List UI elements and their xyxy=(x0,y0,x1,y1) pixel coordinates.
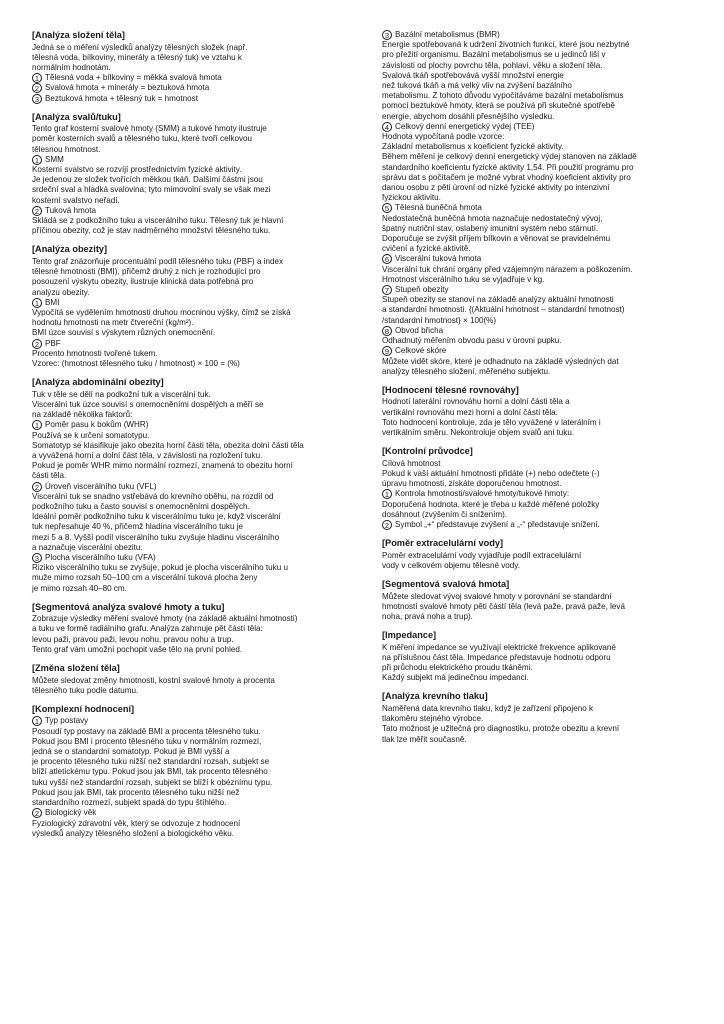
text-line: Fyziologický zdravotní věk, který se odvozuje z hodnocení xyxy=(32,818,241,828)
text-line: Poměr extracelulární vody vyjadřuje podíl extracelulární xyxy=(382,550,582,560)
section-heading: [Změna složení těla] xyxy=(32,663,120,674)
circled-number-icon: 1 xyxy=(32,73,42,83)
text-line: Pokud jsou BMI i procento tělesného tuku v normálním rozmezí, xyxy=(32,736,262,746)
circled-number-icon: 8 xyxy=(382,326,392,336)
text-line: pomocí beztukové hmoty, která se používá při skutečné spotřebě xyxy=(382,101,615,111)
text-line: než tuková tkáň a má velký vliv na zvýšení bazálního xyxy=(382,81,572,91)
text-line: na příslušnou část těla. Impedance představuje hodnotu odporu xyxy=(382,652,611,662)
text-line: Pokud k vaší aktuální hmotnosti přidáte (+) nebo odečtete (-) xyxy=(382,468,600,478)
text-line: Naměřená data krevního tlaku, když je zařízení připojeno k xyxy=(382,703,593,713)
text-line: vertikální rovnováhu mezi horní a dolní částí těla. xyxy=(382,407,558,417)
text-line: Je jedenou ze složek tvořících měkkou tkáň. Dalšími částmi jsou xyxy=(32,175,263,185)
text-line: metabolismu. Z tohoto důvodu vypočítáváme bazální metabolismus xyxy=(382,91,624,101)
section-pomer-extracelularni-vody xyxy=(382,538,700,571)
text-line: Doporučuje se zvýšit příjem bílkovin a věnovat se pravidelnému xyxy=(382,234,611,244)
section-heading: [Segmentová svalová hmota] xyxy=(382,579,510,590)
text-line: noha, pravá noha a trup). xyxy=(382,611,473,621)
text-line: Pokud jsou jak BMI, tak procento tělesného tuku nižší než xyxy=(32,787,240,797)
numbered-item xyxy=(382,122,700,132)
text-line: tlakoměru stejného výrobce. xyxy=(382,714,484,724)
text-line: Hodnotí laterální rovnováhu horní a dolní části těla a xyxy=(382,397,570,407)
item-text: Viscerální tuková hmota xyxy=(395,254,482,264)
text-line: dosáhnout (zvýšením či snížením). xyxy=(382,509,508,519)
item-text: SMM xyxy=(45,154,64,164)
numbered-item xyxy=(382,346,700,356)
text-line: Můžete vidět skóre, které je odhadnuto na základě výsledných dat xyxy=(382,356,619,366)
text-line: cvičení a fyzické aktivitě. xyxy=(382,244,471,254)
section-heading: [Poměr extracelulární vody] xyxy=(382,538,504,549)
text-line: poměr kosterních svalů a tělesného tuku, které tvoří celkovou xyxy=(32,134,252,144)
text-line: Svalová tkáň spotřebovává vyšší množství energie xyxy=(382,70,564,80)
section-heading: [Segmentová analýza svalové hmoty a tuku] xyxy=(32,601,225,612)
item-text: Poměr pasu k bokům (WHR) xyxy=(45,420,149,430)
section-heading: [Kontrolní průvodce] xyxy=(382,446,473,457)
numbered-item xyxy=(32,420,367,430)
item-text: Beztuková hmota + tělesný tuk = hmotnost xyxy=(45,93,198,103)
section-analyza-krevniho-tlaku xyxy=(382,691,700,744)
text-line: výsledků analýzy tělesného složení a biologického věku. xyxy=(32,828,235,838)
text-line: standardního rozmezí, subjekt spadá do typu štíhlého. xyxy=(32,798,227,808)
circled-number-icon: 2 xyxy=(32,206,42,216)
text-line: Ideální poměr podkožního tuku k viscerálnímu tuku je, když viscerální xyxy=(32,512,281,522)
circled-number-icon: 9 xyxy=(382,346,392,356)
text-line: kosterní svalstvo neřadí. xyxy=(32,195,120,205)
text-line: tuku vyšší než standardní rozsah, subjekt se blíží k obéznímu typu. xyxy=(32,777,273,787)
item-text: Tělesná buněčná hmota xyxy=(395,203,482,213)
text-line: Vypočítá se vydělením hmotnosti druhou mocninou výšky, čímž se získá xyxy=(32,307,291,317)
numbered-item xyxy=(32,716,367,726)
text-line: závislosti od plochy povrchu těla, pohlaví, věku a složení těla. xyxy=(382,60,603,70)
text-line: tělesná voda, bílkoviny, minerály a tělesný tuk) ve vztahu k xyxy=(32,52,242,62)
numbered-item xyxy=(32,482,367,492)
item-text: Bazální metabolismus (BMR) xyxy=(395,30,500,39)
text-line: normálním hodnotám. xyxy=(32,62,111,72)
section-heading: [Analýza abdominální obezity] xyxy=(32,377,164,388)
numbered-item xyxy=(32,73,367,83)
text-line: Posoudí typ postavy na základě BMI a procenta tělesného tuku. xyxy=(32,726,261,736)
item-text: Tělesná voda + bílkoviny = měkká svalová hmota xyxy=(45,73,222,83)
section-kontrolni-pruvodce xyxy=(382,446,700,530)
circled-number-icon: 1 xyxy=(382,489,392,499)
section-analyza-svalu-tuku xyxy=(32,112,367,237)
text-line: vertikálním směru. Nekontroluje objem svalů ani tuku. xyxy=(382,428,575,438)
text-line: Používá se k určení somatotypu. xyxy=(32,430,150,440)
text-line: hmotností svalové hmoty pěti částí těla (levá paže, pravá paže, levá xyxy=(382,601,625,611)
text-line: při průchodu elektrického proudu tkáněmi. xyxy=(382,663,533,673)
text-line: Somatotyp se klasifikuje jako obezita horní části těla, obezita dolní části těla xyxy=(32,440,304,450)
text-line: tělesné hmotnosti (BMI), přičemž druhý z nich je rozhodující pro xyxy=(32,267,261,277)
numbered-item xyxy=(382,489,700,499)
text-line: danou osobu z pěti úrovní od nízké fyzické aktivity po intenzivní xyxy=(382,183,610,193)
text-line: Tento graf znázorňuje procentuální podíl tělesného tuku (PBF) a index xyxy=(32,256,284,266)
item-text: Celkový denní energetický výdej (TEE) xyxy=(395,121,535,131)
text-line: levou paži, pravou paži, levou nohu, pravou nohu a trup. xyxy=(32,634,234,644)
numbered-item xyxy=(32,298,367,308)
circled-number-icon: 4 xyxy=(382,122,392,132)
circled-number-icon: 3 xyxy=(32,94,42,104)
text-line: analýzu obezity. xyxy=(32,287,90,297)
text-line: Kosterní svalstvo se rozvíjí prostřednictvím fyzické aktivity. xyxy=(32,165,242,175)
text-line: Riziko viscerálního tuku se zvyšuje, pokud je plocha viscerálního tuku u xyxy=(32,563,288,573)
section-continued xyxy=(382,30,700,377)
numbered-item xyxy=(382,30,700,40)
text-line: je procento tělesného tuku nižší než standardní rozsah, subjekt se xyxy=(32,757,270,767)
text-line: tělesného tuku podle datumu. xyxy=(32,685,139,695)
circled-number-icon: 2 xyxy=(32,83,42,93)
text-line: Doporučená hodnota, které je třeba u každé měřené položky xyxy=(382,499,600,509)
text-line: Základní metabolismus x koeficient fyzické aktivity. xyxy=(382,142,564,152)
item-text: Celkové skóre xyxy=(395,346,447,356)
text-line: a vyvážená horní a dolní část těla, v závislosti na rozložení tuku. xyxy=(32,450,263,460)
section-komplexni-hodnoceni xyxy=(32,704,367,839)
text-line: je mimo rozsah 40–80 cm. xyxy=(32,583,127,593)
numbered-item xyxy=(32,339,367,349)
right-column xyxy=(382,30,700,753)
item-text: Symbol „+“ představuje zvýšení a „-“ představuje snížení. xyxy=(395,519,600,529)
numbered-item xyxy=(382,520,700,530)
section-impedance xyxy=(382,630,700,683)
text-line: Tato možnost je užitečná pro diagnostiku, protože obezitu a krevní xyxy=(382,724,620,734)
text-line: tuk nepřesahuje 40 %, přičemž hladina viscerálního tuku je xyxy=(32,522,244,532)
circled-number-icon: 1 xyxy=(32,155,42,165)
text-line: blíží atletickému typu. Pokud jsou jak BMI, tak procento tělesného xyxy=(32,767,268,777)
text-line: příčinou obezity, což je stav nadměrného množství tělesného tuku. xyxy=(32,226,271,236)
text-line: správu dat s počítačem je možné vybrat vhodný koeficient aktivity pro xyxy=(382,172,631,182)
section-heading: [Analýza krevního tlaku] xyxy=(382,691,488,702)
circled-number-icon: 5 xyxy=(382,203,392,213)
text-line: a tuku ve formě radiálního grafu. Analýza zahrnuje pět částí těla: xyxy=(32,624,263,634)
text-line: Stupeň obezity se stanoví na základě analýzy aktuální hmotnosti xyxy=(382,295,614,305)
text-line: K měření impedance se využívají elektrické frekvence aplikované xyxy=(382,642,616,652)
circled-number-icon: 1 xyxy=(32,420,42,430)
text-line: Můžete sledovat změny hmotnosti, kostní svalové hmoty a procenta xyxy=(32,675,275,685)
numbered-item xyxy=(32,94,367,104)
text-line: části těla. xyxy=(32,471,67,481)
text-line: a naznačuje viscerální obezitu. xyxy=(32,542,143,552)
text-line: jedná se o standardní somatotyp. Pokud je BMI vyšší a xyxy=(32,747,230,757)
text-line: Během měření je celkový denní energetický výdej stanoven na základě xyxy=(382,152,637,162)
text-line: standardního koeficientu fyzické aktivity 1,54. Při použití programu pro xyxy=(382,162,634,172)
text-line: Viscerální tuk úzce souvisí s onemocněními dospělých a měří se xyxy=(32,399,264,409)
text-line: Hmotnost viscerálního tuku se vyjadřuje v kg. xyxy=(382,274,545,284)
text-line: vody v celkovém objemu tělesné vody. xyxy=(382,560,520,570)
numbered-item xyxy=(32,808,367,818)
text-line: Pokud je poměr WHR mimo normální rozmezí, znamená to obezitu horní xyxy=(32,461,293,471)
text-line: Viscerální tuk se snadno vstřebává do krevního oběhu, na rozdíl od xyxy=(32,491,274,501)
circled-number-icon: 3 xyxy=(382,30,392,40)
section-heading: [Analýza složení těla] xyxy=(32,30,125,40)
text-line: fyzickou aktivitu. xyxy=(382,193,441,203)
text-line: úpravu hmotnosti, získáte doporučenou hmotnost. xyxy=(382,479,562,489)
item-text: Typ postavy xyxy=(45,716,89,726)
item-text: PBF xyxy=(45,338,61,348)
section-analyza-abdominalni-obezity xyxy=(32,377,367,594)
text-line: pro přežití organismu. Bazální metabolismus se u jedinců liší v xyxy=(382,50,606,60)
item-text: Biologický věk xyxy=(45,808,97,818)
text-line: tlak lze měřit současně. xyxy=(382,734,467,744)
text-line: mezi 5 a 8. Vyšší podíl viscerálního tuku zvyšuje hladinu viscerálního xyxy=(32,532,280,542)
text-line: muže mimo rozsah 50–100 cm a viscerální tuková plocha ženy xyxy=(32,573,258,583)
section-heading: [Hodnocení tělesné rovnováhy] xyxy=(382,384,519,395)
text-line: na základě několika faktorů: xyxy=(32,410,133,420)
text-line: Skládá se z podkožního tuku a viscerálního tuku. Tělesný tuk je hlavní xyxy=(32,216,284,226)
item-text: Tuková hmota xyxy=(45,205,96,215)
numbered-item xyxy=(382,285,700,295)
numbered-item xyxy=(382,326,700,336)
circled-number-icon: 2 xyxy=(32,482,42,492)
circled-number-icon: 6 xyxy=(382,254,392,264)
section-heading: [Komplexní hodnocení] xyxy=(32,703,135,714)
numbered-item xyxy=(382,203,700,213)
text-line: /standardní hmotnost} × 100(%) xyxy=(382,315,497,325)
numbered-item xyxy=(382,254,700,264)
text-line: Nedostatečná buněčná hmota naznačuje nedostatečný vývoj, xyxy=(382,213,603,223)
text-line: hodnotu hmotnosti na metr čtvereční (kg/m²). xyxy=(32,318,194,328)
item-text: Stupeň obezity xyxy=(395,285,449,295)
text-line: Tuk v těle se dělí na podkožní tuk a viscerální tuk. xyxy=(32,389,211,399)
section-heading: [Analýza obezity] xyxy=(32,244,108,255)
item-text: Svalová hmota + minerály = beztuková hmota xyxy=(45,83,210,93)
section-heading: [Analýza svalů/tuku] xyxy=(32,111,121,122)
section-analyza-slozeni-tela xyxy=(32,30,367,104)
text-line: Energie spotřebovaná k udržení životních funkcí, které jsou nezbytné xyxy=(382,40,630,50)
text-line: posouzení výskytu obezity, ilustruje klinická data potřebná pro xyxy=(32,277,254,287)
text-line: srdeční sval a hladká svalovina; tyto mimovolní svaly se však mezi xyxy=(32,185,271,195)
circled-number-icon: 2 xyxy=(32,339,42,349)
numbered-item xyxy=(32,155,367,165)
section-segmentova-analyza-svalove-hmoty-a-tuku xyxy=(32,602,367,655)
item-text: BMI xyxy=(45,297,60,307)
circled-number-icon: 2 xyxy=(32,808,42,818)
text-line: špatný nutriční stav, oslabený imunitní systém nebo stárnutí. xyxy=(382,223,599,233)
numbered-item xyxy=(32,206,367,216)
text-line: Můžete sledovat vývoj svalové hmoty v porovnání se standardní xyxy=(382,591,612,601)
text-line: Toto hodnocení kontroluje, zda je tělo vyvážené v laterálním i xyxy=(382,417,601,427)
text-line: a standardní hmotnosti. {(Aktuální hmotnost – standardní hmotnost) xyxy=(382,305,625,315)
circled-number-icon: 1 xyxy=(32,716,42,726)
item-text: Úroveň viscerálního tuku (VFL) xyxy=(45,481,157,491)
item-text: Obvod břicha xyxy=(395,325,444,335)
section-segmentova-svalova-hmota xyxy=(382,579,700,622)
circled-number-icon: 1 xyxy=(32,298,42,308)
text-line: podkožního tuku a často souvisí s onemocněními dospělých. xyxy=(32,501,250,511)
text-line: Cílová hmotnost xyxy=(382,458,441,468)
numbered-item xyxy=(32,83,367,93)
text-line: analýzy tělesného složení, měřeného subjektu. xyxy=(382,366,551,376)
text-line: Zobrazuje výsledky měření svalové hmoty (na základě aktuální hmotnosti) xyxy=(32,614,298,624)
item-text: Plocha viscerálního tuku (VFA) xyxy=(45,552,156,562)
text-line: Tento graf vám umožní pochopit vaše tělo na první pohled. xyxy=(32,644,243,654)
text-line: Jedná se o měření výsledků analýzy tělesných složek (např. xyxy=(32,42,248,52)
text-line: Tento graf kosterní svalové hmoty (SMM) a tukové hmoty ilustruje xyxy=(32,124,267,134)
circled-number-icon: 7 xyxy=(382,285,392,295)
text-line: energie, abychom dosáhli přesnějšího výsledku. xyxy=(382,111,555,121)
text-line: Vzorec: (hmotnost tělesného tuku / hmotnost) × 100 = (%) xyxy=(32,358,240,368)
text-line: Procento hmotnosti tvořené tukem. xyxy=(32,348,158,358)
text-line: Každý subjekt má jedinečnou impedanci. xyxy=(382,673,529,683)
section-analyza-obezity xyxy=(32,244,367,369)
circled-number-icon: 2 xyxy=(382,520,392,530)
text-line: Hodnota vypočítaná podle vzorce: xyxy=(382,132,505,142)
item-text: Kontrola hmotnosti/svalové hmoty/tukové hmoty: xyxy=(395,489,570,499)
text-line: Odhadnutý měřením obvodu pasu v úrovni pupku. xyxy=(382,336,562,346)
section-hodnoceni-telesne-rovnovahy xyxy=(382,385,700,438)
text-line: BMI úzce souvisí s výskytem různých onemocnění. xyxy=(32,328,216,338)
section-heading: [Impedance] xyxy=(382,630,437,641)
left-column xyxy=(32,30,367,847)
numbered-item xyxy=(32,553,367,563)
section-zmena-slozeni-tela xyxy=(32,663,367,696)
text-line: tělesnou hmotnost. xyxy=(32,144,101,154)
text-line: Viscerální tuk chrání orgány před vzájemným nárazem a poškozením. xyxy=(382,264,633,274)
circled-number-icon: 3 xyxy=(32,553,42,563)
